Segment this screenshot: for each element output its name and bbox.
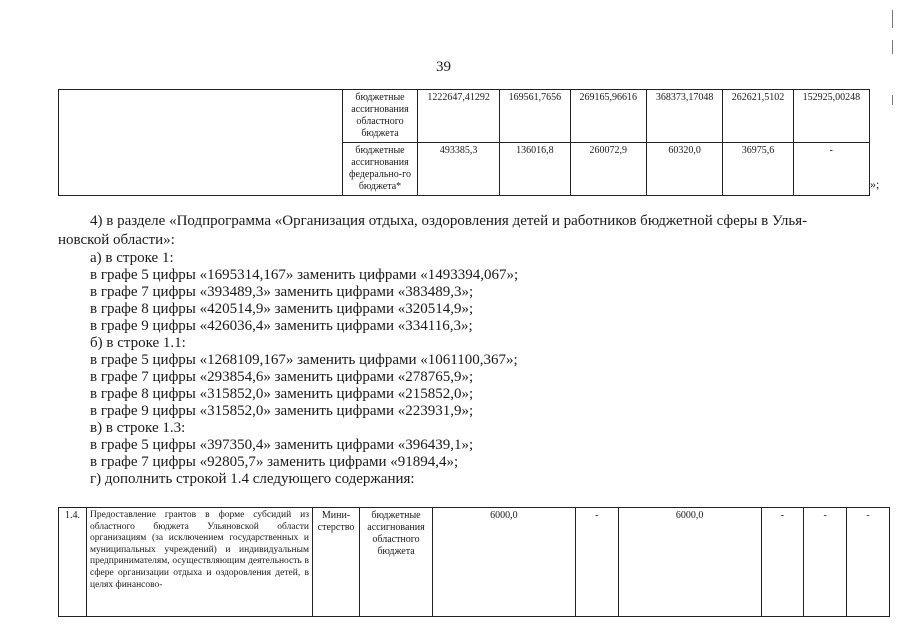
- paragraph-line: а) в строке 1:: [90, 250, 174, 266]
- value-cell: -: [575, 508, 618, 617]
- new-row-table: [58, 507, 890, 617]
- paragraph-line: в графе 9 цифры «315852,0» заменить цифрами «223931,9»;: [90, 403, 474, 419]
- paragraph-line: г) дополнить строкой 1.4 следующего содержания:: [90, 471, 415, 487]
- closing-quote: »;: [870, 177, 880, 191]
- paragraph-line: в графе 9 цифры «426036,4» заменить цифрами «334116,3»;: [90, 318, 473, 334]
- row-label: бюджетные ассигнования федерально-го бюджета*: [343, 143, 418, 196]
- value-cell: 269165,96616: [570, 90, 646, 143]
- row-label: бюджетные ассигнования областного бюджета: [343, 90, 418, 143]
- funding-table: [58, 89, 870, 196]
- scan-margin-mark: [892, 95, 893, 105]
- empty-cell: [59, 90, 343, 196]
- value-cell: -: [761, 508, 804, 617]
- row-number: 1.4.: [59, 508, 87, 617]
- table-row: [59, 508, 890, 617]
- scan-margin-mark: [892, 10, 893, 28]
- row-description: Предоставление грантов в форме субсидий из областного бюджета Ульяновской области организациям (за исключением государственных и муниципальных учреждений) и индивидуальным предпринимателям, осуществляющим деятельность в сфере организации отдыха и оздоровления детей, в целях финансово-: [87, 508, 313, 617]
- row-source: бюджетные ассигнования областного бюджета: [360, 508, 433, 617]
- paragraph-line: в графе 8 цифры «420514,9» заменить цифрами «320514,9»;: [90, 301, 474, 317]
- paragraph-line: в графе 5 цифры «1695314,167» заменить цифрами «1493394,067»;: [90, 267, 519, 283]
- value-cell: 1222647,41292: [418, 90, 500, 143]
- paragraph-line: в) в строке 1.3:: [90, 420, 186, 436]
- paragraph-line: новской области»:: [58, 232, 175, 248]
- value-cell: 262621,5102: [723, 90, 793, 143]
- paragraph-line: в графе 5 цифры «397350,4» заменить цифрами «396439,1»;: [90, 437, 474, 453]
- value-cell: -: [793, 143, 869, 196]
- value-cell: 6000,0: [618, 508, 761, 617]
- paragraph-line: 4) в разделе «Подпрограмма «Организация отдыха, оздоровления детей и работников бюджетной сферы в Улья-: [90, 213, 808, 229]
- page-number: 39: [436, 59, 451, 75]
- row-executor: Мини-стерство: [313, 508, 360, 617]
- value-cell: 60320,0: [646, 143, 722, 196]
- value-cell: 169561,7656: [500, 90, 570, 143]
- value-cell: -: [804, 508, 847, 617]
- value-cell: 152925,00248: [793, 90, 869, 143]
- paragraph-line: в графе 5 цифры «1268109,167» заменить цифрами «1061100,367»;: [90, 352, 518, 368]
- value-cell: 493385,3: [418, 143, 500, 196]
- value-cell: -: [847, 508, 890, 617]
- paragraph-line: в графе 8 цифры «315852,0» заменить цифрами «215852,0»;: [90, 386, 474, 402]
- value-cell: 368373,17048: [646, 90, 722, 143]
- value-cell: 36975,6: [723, 143, 793, 196]
- table-row: [59, 90, 870, 143]
- paragraph-line: в графе 7 цифры «393489,3» заменить цифрами «383489,3»;: [90, 284, 474, 300]
- paragraph-line: в графе 7 цифры «92805,7» заменить цифрами «91894,4»;: [90, 454, 459, 470]
- value-cell: 6000,0: [433, 508, 576, 617]
- value-cell: 136016,8: [500, 143, 570, 196]
- paragraph-line: в графе 7 цифры «293854,6» заменить цифрами «278765,9»;: [90, 369, 474, 385]
- paragraph-line: б) в строке 1.1:: [90, 335, 186, 351]
- scan-margin-mark: [892, 40, 893, 54]
- value-cell: 260072,9: [570, 143, 646, 196]
